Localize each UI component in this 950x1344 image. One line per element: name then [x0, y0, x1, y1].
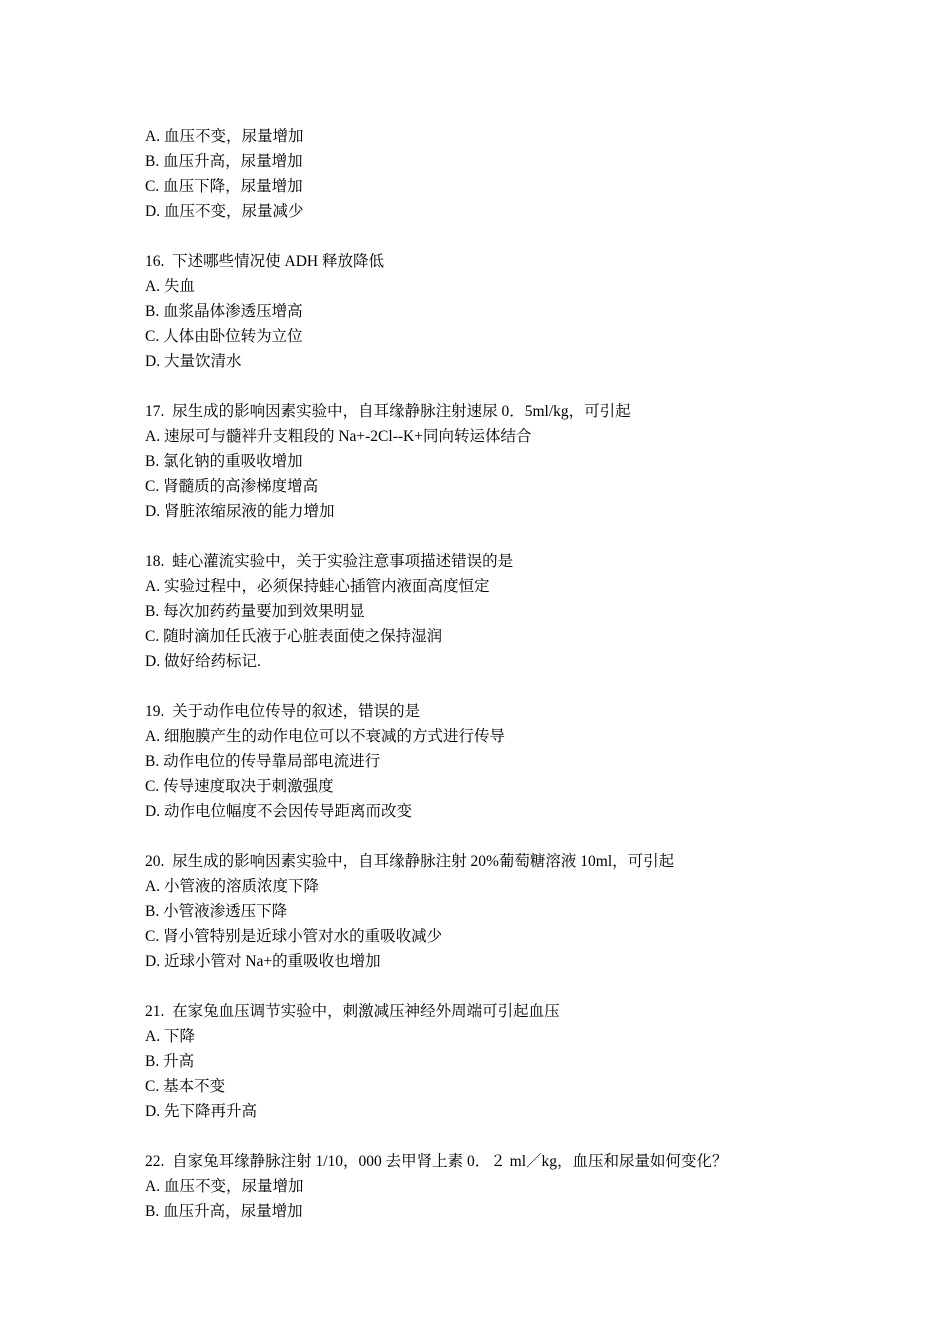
- option-b: B. 血压升高，尿量增加: [145, 153, 303, 170]
- question-stem: 22. 自家兔耳缘静脉注射 1/10，000 去甲肾上素 0．２ ml／kg，血压和尿量如何变化？: [145, 1153, 728, 1170]
- question-15-options: [145, 124, 845, 224]
- option-b: B. 每次加药药量要加到效果明显: [145, 603, 365, 620]
- question-stem: 19. 关于动作电位传导的叙述，错误的是: [145, 703, 421, 720]
- question-20: [145, 849, 845, 974]
- option-c: C. 传导速度取决于刺激强度: [145, 778, 334, 795]
- option-b: B. 动作电位的传导靠局部电流进行: [145, 753, 381, 770]
- option-d: D. 近球小管对 Na+的重吸收也增加: [145, 953, 381, 970]
- option-d: D. 肾脏浓缩尿液的能力增加: [145, 503, 335, 520]
- option-b: B. 血压升高，尿量增加: [145, 1203, 303, 1220]
- question-stem: 17. 尿生成的影响因素实验中，自耳缘静脉注射速尿 0．5ml/kg，可引起: [145, 403, 631, 420]
- option-c: C. 随时滴加任氏液于心脏表面使之保持湿润: [145, 628, 443, 645]
- question-stem: 20. 尿生成的影响因素实验中，自耳缘静脉注射 20%葡萄糖溶液 10ml，可引起: [145, 853, 675, 870]
- option-d: D. 动作电位幅度不会因传导距离而改变: [145, 803, 412, 820]
- option-d: D. 大量饮清水: [145, 353, 242, 370]
- option-d: D. 先下降再升高: [145, 1103, 257, 1120]
- question-18: [145, 549, 845, 674]
- question-22: [145, 1149, 845, 1224]
- option-b: B. 小管液渗透压下降: [145, 903, 288, 920]
- option-b: B. 氯化钠的重吸收增加: [145, 453, 303, 470]
- option-a: A. 实验过程中，必须保持蛙心插管内液面高度恒定: [145, 578, 490, 595]
- document-page: [145, 124, 845, 1224]
- option-c: C. 肾髓质的高渗梯度增高: [145, 478, 319, 495]
- option-a: A. 血压不变，尿量增加: [145, 128, 304, 145]
- option-c: C. 血压下降，尿量增加: [145, 178, 303, 195]
- question-17: [145, 399, 845, 524]
- question-stem: 18. 蛙心灌流实验中，关于实验注意事项描述错误的是: [145, 553, 514, 570]
- option-b: B. 升高: [145, 1053, 195, 1070]
- option-a: A. 血压不变，尿量增加: [145, 1178, 304, 1195]
- option-c: C. 肾小管特别是近球小管对水的重吸收减少: [145, 928, 443, 945]
- option-a: A. 细胞膜产生的动作电位可以不衰减的方式进行传导: [145, 728, 505, 745]
- question-stem: 16. 下述哪些情况使 ADH 释放降低: [145, 253, 384, 270]
- question-21: [145, 999, 845, 1124]
- option-c: C. 基本不变: [145, 1078, 226, 1095]
- option-b: B. 血浆晶体渗透压增高: [145, 303, 303, 320]
- option-a: A. 下降: [145, 1028, 195, 1045]
- question-19: [145, 699, 845, 824]
- option-d: D. 血压不变，尿量减少: [145, 203, 304, 220]
- option-a: A. 速尿可与髓袢升支粗段的 Na+-2Cl--K+同向转运体结合: [145, 428, 532, 445]
- option-a: A. 失血: [145, 278, 195, 295]
- question-16: [145, 249, 845, 374]
- option-a: A. 小管液的溶质浓度下降: [145, 878, 319, 895]
- question-stem: 21. 在家兔血压调节实验中，刺激减压神经外周端可引起血压: [145, 1003, 560, 1020]
- option-c: C. 人体由卧位转为立位: [145, 328, 303, 345]
- option-d: D. 做好给药标记.: [145, 653, 261, 670]
